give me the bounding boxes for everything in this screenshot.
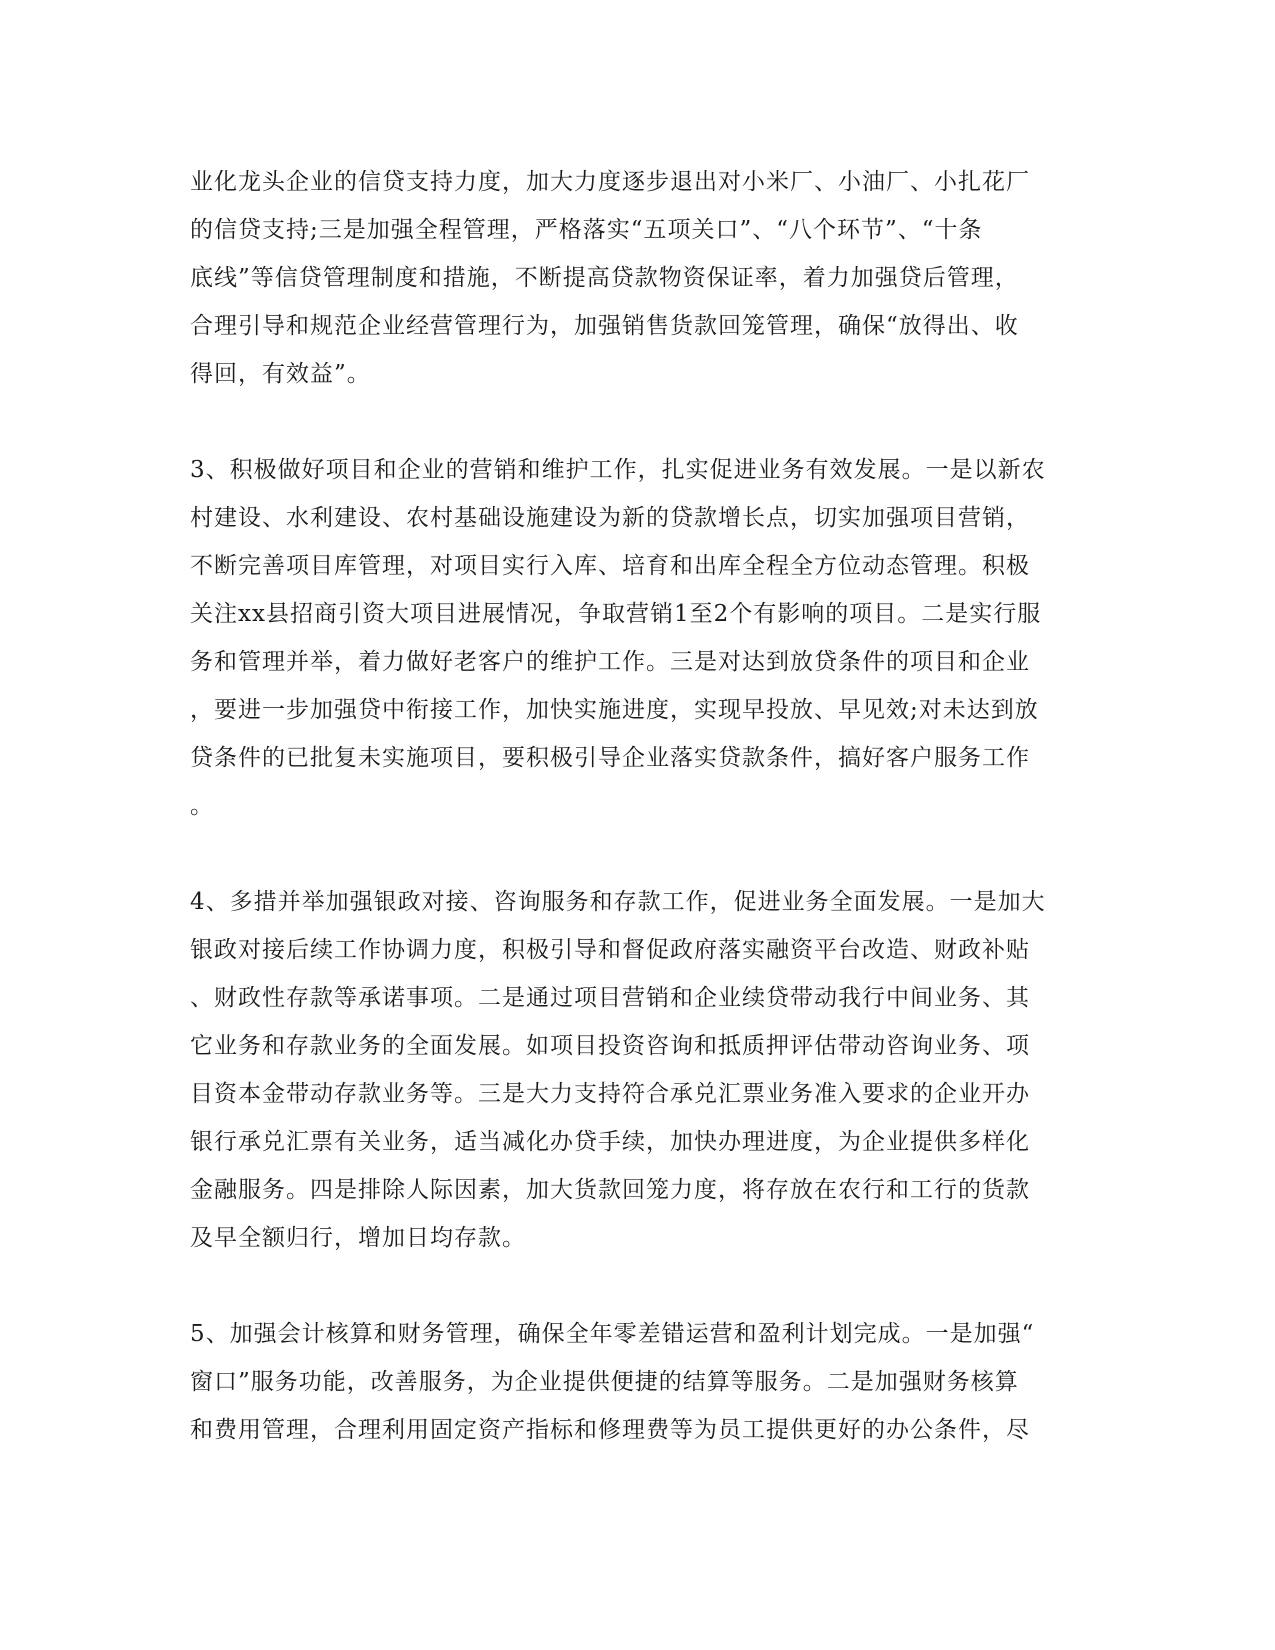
text-line: 及早全额归行，增加日均存款。	[190, 1225, 526, 1251]
text-line: 合理引导和规范企业经营管理行为，加强销售货款回笼管理，确保“放得出、收	[190, 313, 1019, 339]
text-line: 和费用管理，合理利用固定资产指标和修理费等为员工提供更好的办公条件，尽	[190, 1417, 1030, 1443]
paragraph-gap	[190, 1262, 1070, 1310]
paragraph-credit-management	[190, 158, 1070, 398]
text-line: 它业务和存款业务的全面发展。如项目投资咨询和抵质押评估带动咨询业务、项	[190, 1033, 1030, 1059]
text-line: 窗口”服务功能，改善服务，为企业提供便捷的结算等服务。二是加强财务核算	[190, 1369, 1019, 1395]
text-line: 金融服务。四是排除人际因素，加大货款回笼力度，将存放在农行和工行的货款	[190, 1177, 1030, 1203]
text-line: 银行承兑汇票有关业务，适当减化办贷手续，加快办理进度，为企业提供多样化	[190, 1129, 1030, 1155]
text-line: 银政对接后续工作协调力度，积极引导和督促政府落实融资平台改造、财政补贴	[190, 937, 1030, 963]
text-line: 得回，有效益”。	[190, 361, 371, 387]
text-line: ，要进一步加强贷中衔接工作，加快实施进度，实现早投放、早见效;对未达到放	[190, 697, 1039, 723]
text-line: 底线”等信贷管理制度和措施，不断提高贷款物资保证率，着力加强贷后管理，	[190, 265, 1019, 291]
paragraph-gap	[190, 398, 1070, 446]
document-body	[190, 158, 1070, 1454]
text-line: 。	[190, 793, 214, 819]
text-line: 、财政性存款等承诺事项。二是通过项目营销和企业续贷带动我行中间业务、其	[190, 985, 1030, 1011]
text-line: 目资本金带动存款业务等。三是大力支持符合承兑汇票业务准入要求的企业开办	[190, 1081, 1030, 1107]
paragraph-item-3	[190, 446, 1070, 830]
text-line: 4、多措并举加强银政对接、咨询服务和存款工作，促进业务全面发展。一是加大	[190, 889, 1046, 915]
paragraph-item-4	[190, 878, 1070, 1262]
text-line: 业化龙头企业的信贷支持力度，加大力度逐步退出对小米厂、小油厂、小扎花厂	[190, 169, 1030, 195]
text-line: 贷条件的已批复未实施项目，要积极引导企业落实贷款条件，搞好客户服务工作	[190, 745, 1030, 771]
text-line: 3、积极做好项目和企业的营销和维护工作，扎实促进业务有效发展。一是以新农	[190, 457, 1046, 483]
text-line: 务和管理并举，着力做好老客户的维护工作。三是对达到放贷条件的项目和企业	[190, 649, 1030, 675]
text-line: 村建设、水利建设、农村基础设施建设为新的贷款增长点，切实加强项目营销，	[190, 505, 1030, 531]
text-line: 关注xx县招商引资大项目进展情况，争取营销1至2个有影响的项目。二是实行服	[190, 601, 1042, 627]
text-line: 不断完善项目库管理，对项目实行入库、培育和出库全程全方位动态管理。积极	[190, 553, 1030, 579]
paragraph-item-5	[190, 1310, 1070, 1454]
paragraph-gap	[190, 830, 1070, 878]
text-line: 5、加强会计核算和财务管理，确保全年零差错运营和盈利计划完成。一是加强“	[190, 1321, 1035, 1347]
text-line: 的信贷支持;三是加强全程管理，严格落实“五项关口”、“八个环节”、“十条	[190, 217, 983, 243]
